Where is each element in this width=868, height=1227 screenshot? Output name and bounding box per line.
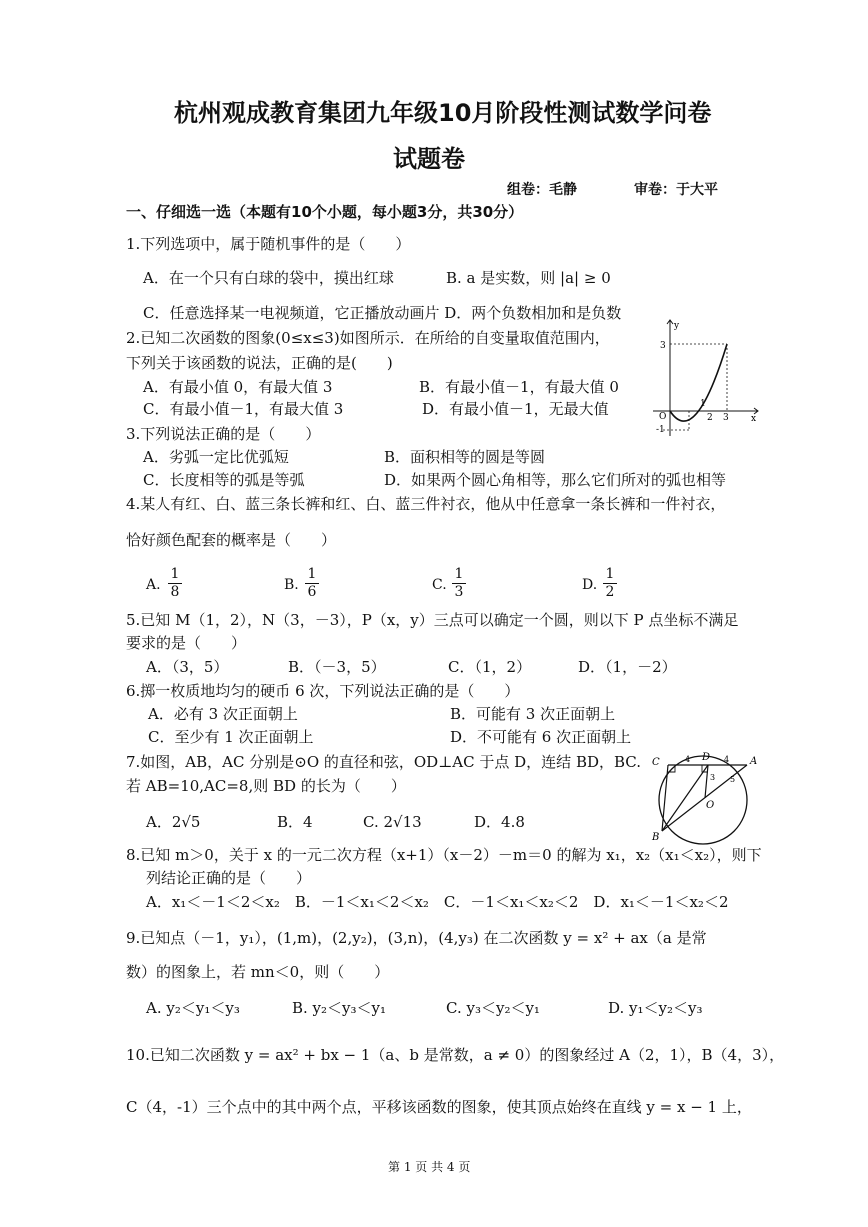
q10-stem-line1: 10.已知二次函数 y = ax² + bx − 1（a、b 是常数，a ≠ 0）的图象经过 A（2，1），B（4，3）， [126,1046,785,1064]
point-b-label: B [652,832,660,843]
q7-option-a: A．2√5 [146,813,201,831]
q2-option-d: D．有最小值－1，无最大值 [422,400,609,418]
tick-label-x2: 2 [707,413,713,423]
q1-stem: 1.下列选项中，属于随机事件的是（ ） [126,235,411,253]
length-4b-label: 4 [724,755,730,764]
q7-stem-line1: 7.如图，AB，AC 分别是⊙O 的直径和弦，OD⊥AC 于点 D，连结 BD，BC. [126,753,642,771]
point-d-label: D [702,752,711,763]
q1-option-a: A．在一个只有白球的袋中，摸出红球 [143,269,394,287]
length-4-label: 4 [685,755,691,764]
q4-option-b-fraction [305,566,319,601]
q7-option-b: B．4 [277,813,313,831]
q6-option-d: D．不可能有 6 次正面朝上 [450,728,632,746]
page-subtitle: 试题卷 [393,145,465,173]
fraction-denominator: 3 [454,584,464,600]
q5-option-b: B．（－3，5） [288,658,386,676]
q4-option-d-label: D. [582,577,598,593]
q2-option-c: C．有最小值－1，有最大值 3 [143,400,344,418]
length-5-label: 5 [730,775,736,784]
fraction-numerator: 1 [305,566,319,584]
q6-option-c: C．至少有 1 次正面朝上 [148,728,314,746]
q9-stem-line1: 9.已知点（－1，y₁），(1,m)，(2,y₂)，(3,n)，(4,y₃) 在二次函数 y = x² + ax（a 是常 [126,929,707,947]
point-c-label: C [652,757,660,768]
q9-option-b: B. y₂＜y₃＜y₁ [292,999,387,1017]
tick-label-neg1: -1 [656,425,665,435]
page-footer: 第 1 页 共 4 页 [388,1160,471,1174]
circle-o [659,756,747,844]
origin-label: O [659,412,667,422]
q8-stem-line2: 列结论正确的是（ ） [146,869,312,887]
q4-option-c-fraction [452,566,466,601]
q4-stem-line2: 恰好颜色配套的概率是（ ） [126,531,337,549]
q5-option-d: D．（1，－2） [578,658,677,676]
q4-option-d-fraction [603,566,617,601]
q10-stem-line2: C（4，-1）三个点中的其中两个点，平移该函数的图象，使其顶点始终在直线 y = x − 1 上， [126,1098,752,1116]
parabola-curve [670,344,727,421]
segment-bd [662,765,708,831]
q2-option-b: B．有最小值－1，有最大值 0 [419,378,619,396]
page-title: 杭州观成教育集团九年级10月阶段性测试数学问卷 [174,99,712,127]
q8-stem-line1: 8.已知 m＞0，关于 x 的一元二次方程（x+1）（x－2）－m＝0 的解为 x₁，x₂（x₁＜x₂），则下 [126,846,762,864]
q9-option-c: C. y₃＜y₂＜y₁ [446,999,540,1017]
q5-option-a: A．（3，5） [146,658,229,676]
q3-stem: 3.下列说法正确的是（ ） [126,425,321,443]
q4-option-c-label: C. [432,577,447,593]
section-heading: 一、仔细选一选（本题有10个小题，每小题3分，共30分） [126,203,524,221]
q2-parabola-graph [645,318,760,438]
q1-option-c-d: C．任意选择某一电视频道，它正播放动画片 D．两个负数相加和是负数 [143,304,622,322]
fraction-numerator: 1 [452,566,466,584]
fraction-denominator: 6 [307,584,317,600]
q4-stem-line1: 4.某人有红、白、蓝三条长裤和红、白、蓝三件衬衣，他从中任意拿一条长裤和一件衬衣， [126,495,726,513]
q8-options: A．x₁＜－1＜2＜x₂ B．－1＜x₁＜2＜x₂ C．－1＜x₁＜x₂＜2 D．x₁＜－1＜x₂＜2 [146,893,729,911]
q7-option-d: D．4.8 [474,813,525,831]
q7-stem-line2: 若 AB=10,AC=8,则 BD 的长为（ ） [126,777,406,795]
q1-option-b: B. a 是实数，则 |a| ≥ 0 [446,269,611,287]
q5-option-c: C．（1，2） [448,658,532,676]
q2-option-a: A．有最小值 0，有最大值 3 [143,378,333,396]
q4-option-a-fraction [168,566,182,601]
q5-stem-line1: 5.已知 M（1，2），N（3，－3），P（x，y）三点可以确定一个圆，则以下 P 点坐标不满足 [126,611,739,629]
point-a-label: A [750,756,758,767]
x-axis-label: x [751,414,757,424]
reviewer-credit: 审卷：于大平 [634,182,718,198]
q5-stem-line2: 要求的是（ ） [126,634,247,652]
y-axis-label: y [674,321,680,331]
q9-option-a: A. y₂＜y₁＜y₃ [146,999,240,1017]
center-o-label: O [706,800,715,811]
fraction-denominator: 8 [170,584,180,600]
fraction-numerator: 1 [603,566,617,584]
q6-option-b: B．可能有 3 次正面朝上 [450,705,616,723]
q4-option-a-label: A. [146,577,161,593]
tick-label-x3: 3 [723,413,729,423]
q4-option-b-label: B. [284,577,299,593]
q6-stem: 6.掷一枚质地均匀的硬币 6 次，下列说法正确的是（ ） [126,682,520,700]
q3-option-b: B．面积相等的圆是等圆 [384,448,546,466]
length-3-label: 3 [710,773,716,782]
q3-option-a: A．劣弧一定比优弧短 [143,448,289,466]
q7-option-c: C. 2√13 [363,813,422,831]
q2-stem-line1: 2.已知二次函数的图象(0≤x≤3)如图所示．在所给的自变量取值范围内， [126,329,610,347]
q3-option-c: C．长度相等的弧是等弧 [143,471,305,489]
q9-stem-line2: 数）的图象上，若 mn＜0，则（ ） [126,963,390,981]
composer-credit: 组卷：毛静 [507,182,577,198]
fraction-numerator: 1 [168,566,182,584]
q6-option-a: A．必有 3 次正面朝上 [148,705,298,723]
q3-option-d: D．如果两个圆心角相等，那么它们所对的弧也相等 [384,471,727,489]
fraction-denominator: 2 [605,584,615,600]
segment-od [705,765,708,798]
q9-option-d: D. y₁＜y₂＜y₃ [608,999,703,1017]
q7-circle-figure [648,748,758,848]
tick-label-y3: 3 [660,341,666,351]
q2-stem-line2: 下列关于该函数的说法，正确的是( ) [126,354,393,372]
tick-label-x1: 1 [700,399,706,409]
